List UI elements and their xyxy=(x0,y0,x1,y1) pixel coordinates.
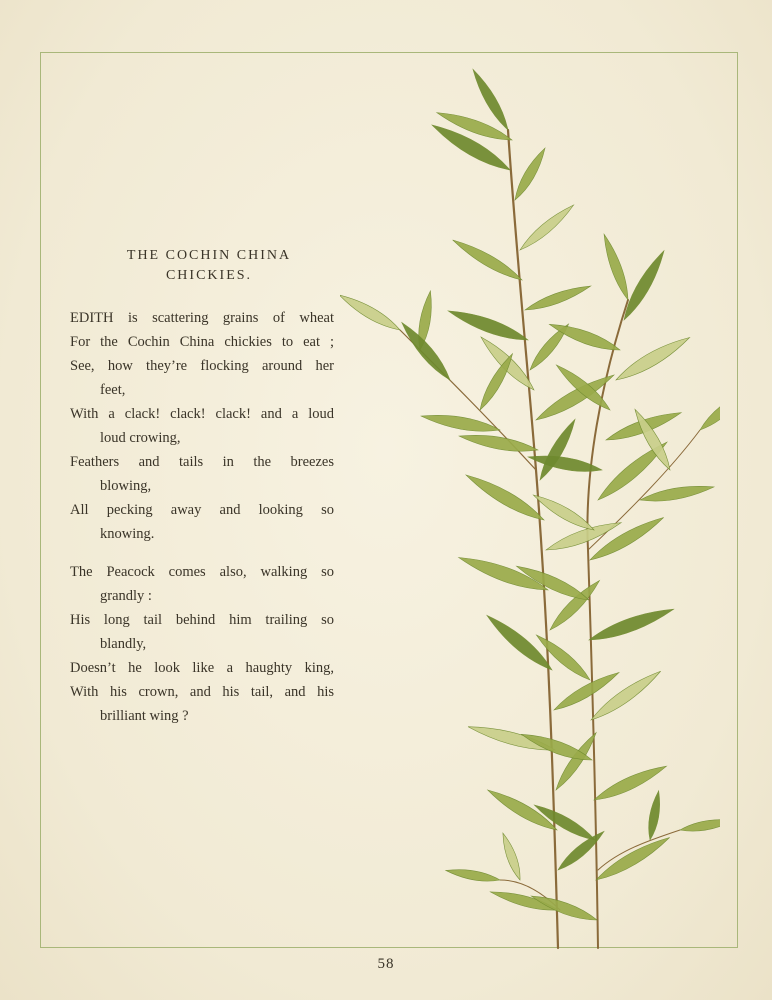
poem-line: The Peacock comes also, walking so xyxy=(70,564,334,580)
leaf xyxy=(679,816,720,834)
poem-line: See, how they’re flocking around her xyxy=(70,358,334,374)
leaf xyxy=(517,201,577,254)
leaf xyxy=(593,832,673,885)
poem-title-line-2: CHICKIES. xyxy=(165,268,253,283)
poem-title xyxy=(84,246,334,286)
leaf xyxy=(523,281,592,314)
poem-line: With a clack! clack! clack! and a loud xyxy=(70,406,334,422)
poem-line: grandly : xyxy=(100,588,152,604)
leaf xyxy=(599,233,632,302)
poem-line: blowing, xyxy=(100,478,152,494)
poem-line: EDITH is scattering grains of wheat xyxy=(70,310,334,326)
leaf xyxy=(588,666,665,725)
poem-line: feet, xyxy=(100,382,126,398)
leaf xyxy=(458,430,539,456)
poem-line: All pecking away and looking so xyxy=(70,502,334,518)
leaf xyxy=(535,417,580,483)
leaf xyxy=(445,866,501,884)
willow-branch-illustration xyxy=(340,50,720,952)
leaf xyxy=(587,603,676,646)
leaf xyxy=(646,790,664,841)
leaf xyxy=(499,831,525,881)
leaf xyxy=(587,512,667,565)
poem-line: Feathers and tails in the breezes xyxy=(70,454,334,470)
poem-line: loud crowing, xyxy=(100,430,181,446)
leaf xyxy=(613,332,693,386)
leaf xyxy=(639,482,715,506)
leaf xyxy=(463,469,547,525)
poem-line: blandly, xyxy=(100,636,147,652)
leaf xyxy=(476,351,517,412)
poem xyxy=(70,246,334,742)
leaf xyxy=(420,410,501,436)
poem-line: His long tail behind him trailing so xyxy=(70,612,334,628)
leaf xyxy=(511,146,550,203)
leaf xyxy=(552,730,600,793)
poem-title-line-1: THE COCHIN CHINA xyxy=(126,248,292,263)
poem-line: With his crown, and his tail, and his xyxy=(70,684,334,700)
poem-line: brilliant wing ? xyxy=(100,708,189,724)
stanza-2 xyxy=(70,560,334,728)
leaf xyxy=(450,235,525,285)
leaf xyxy=(446,305,530,346)
stanza-1 xyxy=(70,306,334,546)
page-number: 58 xyxy=(377,956,395,972)
poem-line: For the Cochin China chickies to eat ; xyxy=(70,334,334,350)
poem-line: knowing. xyxy=(100,526,155,542)
leaf xyxy=(340,290,403,335)
poem-line: Doesn’t he look like a haughty king, xyxy=(70,660,334,676)
leaf xyxy=(697,388,720,434)
